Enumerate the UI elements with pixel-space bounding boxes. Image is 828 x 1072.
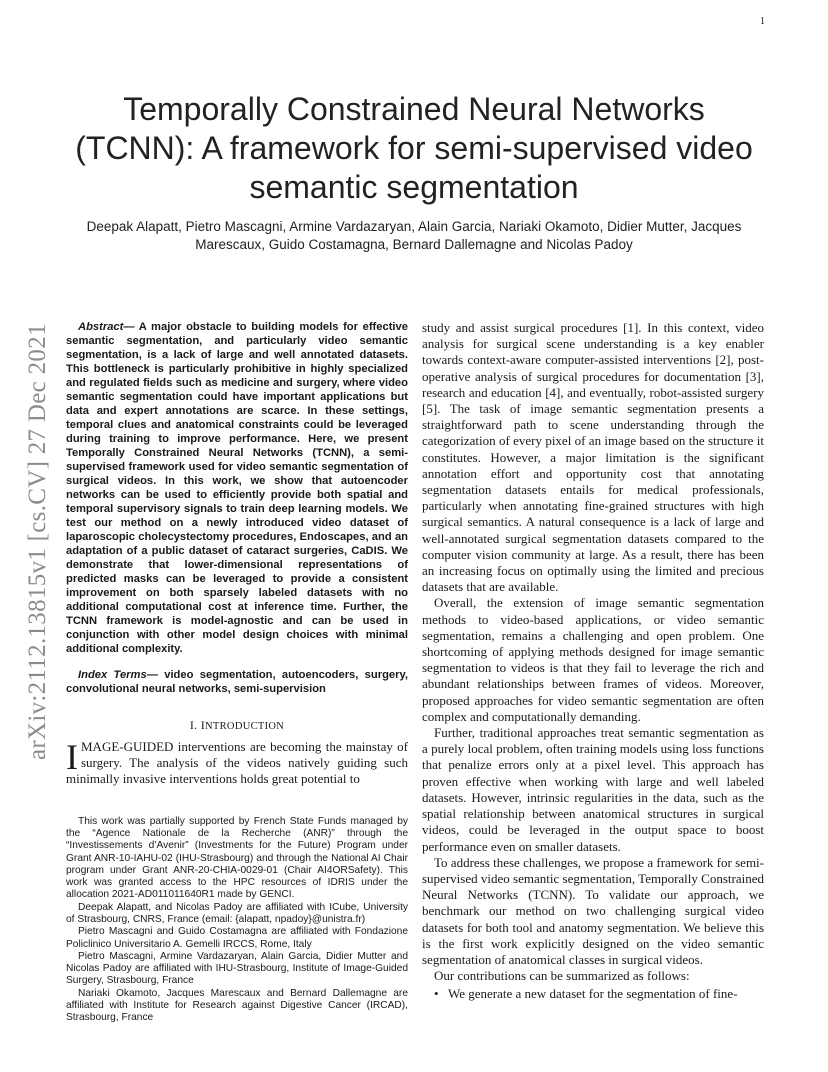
index-terms-separator: —	[146, 669, 165, 681]
list-item	[422, 986, 764, 1002]
body-paragraph: To address these challenges, we propose a framework for semi-supervised video semantic segmentation, Temporally Constrained Neural Networks (TCNN). To validate our approach, we benchmark our method on two challenging surgical video datasets for both tool and anatomy segmentation. We believe this is the first work explicitly designed on the video semantic segmentation of anatomical classes in surgical videos.	[422, 854, 764, 967]
list-item-text: We generate a new dataset for the segmentation of fine-	[448, 986, 738, 1002]
body-paragraph: Overall, the extension of image semantic segmentation methods to video-based applications, or video semantic segmentation, remains a challenging and open problem. One shortcoming of applying methods designed for image semantic segmentation to videos is that they fail to leverage the rich and abundant relationships between frames of videos. Moreover, proposed approaches for video semantic segmentation are often complex and computationally demanding.	[422, 595, 764, 724]
footnote-funding: This work was partially supported by French State Funds managed by the “Agence Nationale de la Recherche (ANR)” through the “Investissements d’Avenir” (Investments for the Future) Program under Grant ANR-10-IAHU-02 (IHU-Strasbourg) and through the National AI Chair program under Grant ANR-20-CHIA-0029-01 (Chair AI4ORSafety). This work was granted access to the HPC resources of IDRIS under the allocation 2021-AD011011640R1 made by GENCI.	[66, 815, 408, 901]
index-terms-text: video segmentation, autoencoders, surgery, convolutional neural networks, semi-supervision	[66, 669, 409, 695]
bullet-icon: •	[434, 986, 439, 1002]
contributions-list	[422, 986, 764, 1002]
footnote-affiliation: Nariaki Okamoto, Jacques Marescaux and Bernard Dallemagne are affiliated with Institute for Research against Digestive Cancer (IRCAD), Strasbourg, France	[66, 987, 408, 1024]
footnote-affiliation: Deepak Alapatt, and Nicolas Padoy are affiliated with ICube, University of Strasbourg, CNRS, France (email: {alapatt, npadoy}@unistra.fr)	[66, 901, 408, 925]
intro-paragraph-text	[66, 739, 408, 788]
abstract-label: Abstract	[78, 321, 124, 333]
section-heading-numeral: I. I	[189, 718, 206, 732]
section-heading-rest: NTRODUCTION	[205, 721, 285, 732]
body-paragraph: Further, traditional approaches treat semantic segmentation as a purely local problem, often training models using loss functions that penalize errors only at a pixel level. This approach has proven effective when working with large and well labeled datasets. However, intrinsic regularities in the data, such as the spatial relationship between anatomical structures in surgical videos, could be leveraged in the output space to boost performance even on smaller datasets.	[422, 725, 764, 854]
page-number: 1	[760, 16, 765, 27]
body-paragraph: study and assist surgical procedures [1]. In this context, video analysis for surgical scene understanding is a key enabler towards context-aware computer-assisted interventions [2], post-operative analysis of surgical procedures for documentation [3], research and education [4], and eventually, robot-assisted surgery [5]. The task of image semantic segmentation presents a straightforward path to scene understanding through the categorization of every pixel of an image based on the structure it constitutes. However, a major limitation is the significant annotation effort and opportunity cost that annotating segmentation datasets entails for medical professionals, particularly when annotating fine-grained structures with high surgical semantics. A natural consequence is a lack of large and well-annotated surgical segmentation datasets compared to the computer vision community at large. As a result, there has been an increasing focus on optimally using the limited and precious datasets that are available.	[422, 320, 764, 595]
intro-text: MAGE-GUIDED interventions are becoming the mainstay of surgery. The analysis of the videos natively guiding such minimally invasive interventions holds great potential to	[66, 739, 408, 787]
abstract-text: A major obstacle to building models for effective semantic segmentation, and particularly video semantic segmentation, is a lack of large and well annotated datasets. This bottleneck is particularly prohibitive in highly specialized and regulated fields such as medicine and surgery, where video semantic segmentation could have important applications but data and expert annotations are scarce. In these settings, temporal clues and anatomical constraints could be leveraged during training to improve performance. Here, we present Temporally Constrained Neural Networks (TCNN), a semi-supervised framework used for video semantic segmentation of surgical videos. In this work, we show that autoencoder networks can be used to efficiently provide both spatial and temporal supervisory signals to train deep learning models. We test our method on a newly introduced video dataset of laparoscopic cholecystectomy procedures, Endoscapes, and an adaptation of a public dataset of cataract surgeries, CaDIS. We demonstrate that lower-dimensional representations of predicted masks can be leveraged to provide a consistent improvement on both sparsely labeled datasets with no additional computational cost at inference time. Further, the TCNN framework is model-agnostic and can be used in conjunction with other model design choices with minimal additional complexity.	[66, 321, 408, 655]
abstract	[66, 320, 408, 656]
left-column	[66, 320, 408, 1025]
index-terms-label: Index Terms	[78, 669, 147, 681]
intro-paragraph	[66, 739, 408, 788]
footnote-affiliation: Pietro Mascagni, Armine Vardazaryan, Alain Garcia, Didier Mutter and Nicolas Padoy are affiliated with IHU-Strasbourg, Institute of Image-Guided Surgery, Strasbourg, France	[66, 950, 408, 987]
footnotes	[66, 816, 408, 1025]
drop-cap: I	[66, 737, 78, 777]
index-terms	[66, 668, 408, 696]
right-column	[422, 320, 764, 1003]
footnote-affiliation: Pietro Mascagni and Guido Costamagna are affiliated with Fondazione Policlinico Universitario A. Gemelli IRCCS, Rome, Italy	[66, 926, 408, 950]
arxiv-stamp: arXiv:2112.13815v1 [cs.CV] 27 Dec 2021	[24, 323, 51, 760]
paper-title: Temporally Constrained Neural Networks (TCNN): A framework for semi-supervised video semantic segmentation	[75, 91, 753, 205]
author-list: Deepak Alapatt, Pietro Mascagni, Armine Vardazaryan, Alain Garcia, Nariaki Okamoto, Didier Mutter, Jacques Marescaux, Guido Costamagna, Bernard Dallemagne and Nicolas Padoy	[86, 219, 742, 252]
section-heading-introduction	[66, 718, 408, 733]
abstract-separator: —	[123, 321, 139, 333]
body-paragraph: Our contributions can be summarized as follows:	[434, 968, 690, 984]
